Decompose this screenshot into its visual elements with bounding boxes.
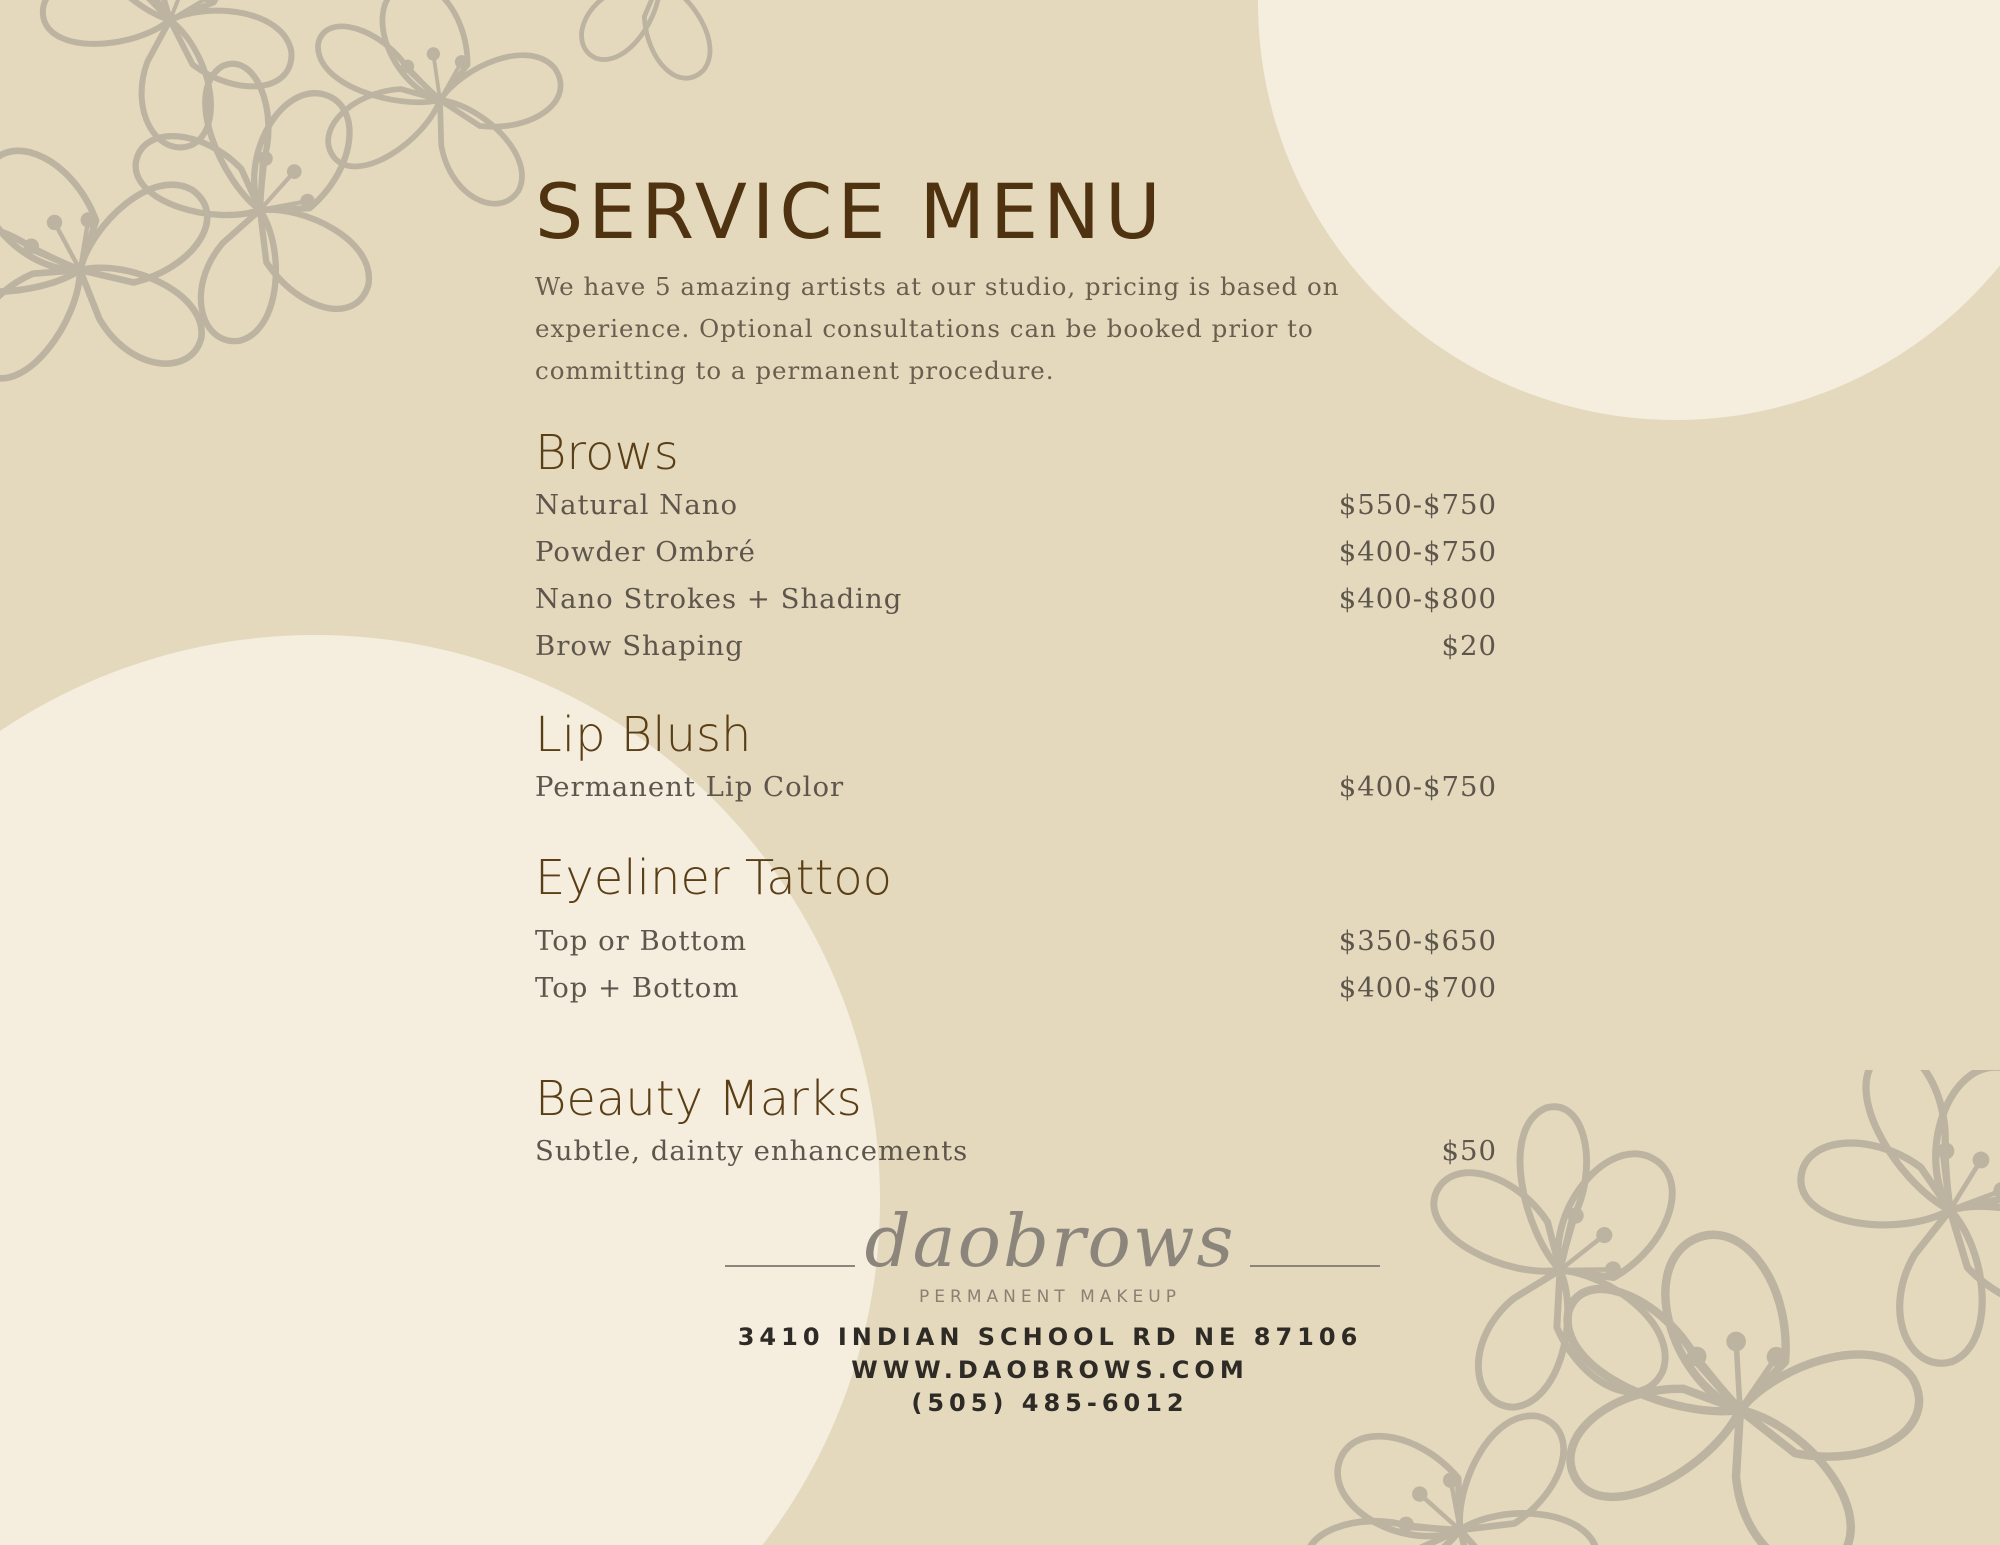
service-item [535,764,1497,811]
phone-number[interactable]: (505) 485-6012 [911,1389,1189,1417]
section-brows [535,424,1497,670]
address: 3410 INDIAN SCHOOL RD NE 87106 [737,1323,1363,1351]
service-item [535,965,1497,1012]
service-name: Powder Ombré [535,535,756,568]
service-price: $20 [1441,629,1497,662]
flower-icon [23,0,316,164]
service-name: Top or Bottom [535,924,748,957]
website-link[interactable]: WWW.DAOBROWS.COM [851,1356,1249,1384]
service-item [535,918,1497,965]
page-title: SERVICE MENU [535,167,1166,256]
menu-content [535,167,1497,1175]
service-price: $550-$750 [1338,488,1497,521]
logo-flourish-left [725,1265,855,1267]
service-price: $400-$800 [1338,582,1497,615]
section-lip-blush [535,706,1497,811]
flower-icon [79,28,441,389]
service-name: Natural Nano [535,488,739,521]
section-eyeliner-tattoo [535,850,1497,1011]
brand-logo: daobrows [864,1199,1236,1283]
service-price: $400-$750 [1338,771,1497,804]
section-title: Lip Blush [535,706,752,763]
section-title: Brows [535,424,679,481]
service-item [535,1128,1497,1175]
service-item [535,576,1497,623]
service-item [535,623,1497,670]
service-name: Brow Shaping [535,629,744,662]
flower-icon [1756,1070,2000,1402]
service-price: $50 [1441,1135,1497,1168]
service-name: Top + Bottom [535,971,740,1004]
service-price: $350-$650 [1338,924,1497,957]
service-name: Subtle, dainty enhancements [535,1135,969,1168]
service-name: Nano Strokes + Shading [535,582,903,615]
brand-tagline: PERMANENT MAKEUP [919,1287,1181,1307]
intro-text: We have 5 amazing artists at our studio, pricing is based on experience. Optional consultations can be booked prior to committing to a permanent procedure. [535,271,1340,385]
footer [640,1199,1460,1420]
section-beauty-marks [535,1070,1497,1175]
section-title: Beauty Marks [535,1070,862,1127]
section-title: Eyeliner Tattoo [535,850,893,907]
service-price: $400-$750 [1338,535,1497,568]
service-item [535,529,1497,576]
flower-icon [0,74,274,465]
service-price: $400-$700 [1338,971,1497,1004]
logo-flourish-right [1250,1265,1380,1267]
service-name: Permanent Lip Color [535,771,845,804]
service-item [535,482,1497,529]
